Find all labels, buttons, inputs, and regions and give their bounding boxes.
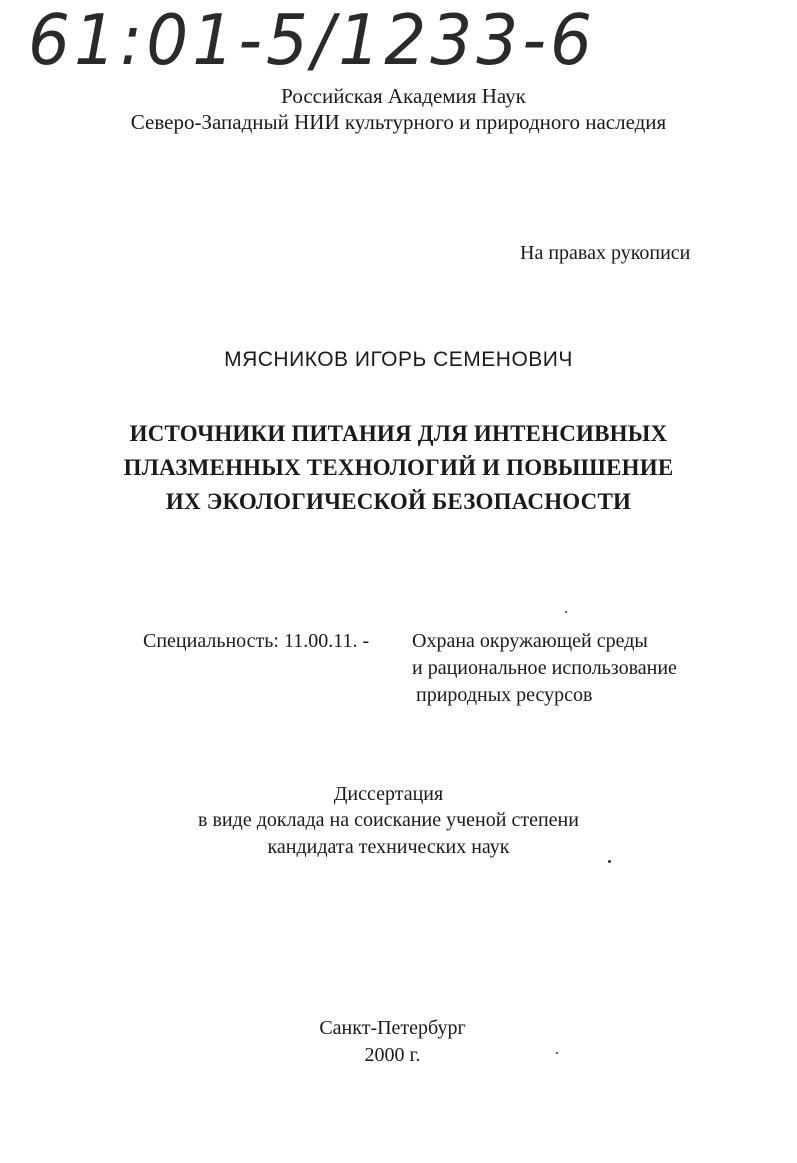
title-line-1: ИСТОЧНИКИ ПИТАНИЯ ДЛЯ ИНТЕНСИВНЫХ bbox=[129, 421, 668, 446]
organization-name: Российская Академия Наук bbox=[281, 84, 526, 108]
author-name: МЯСНИКОВ ИГОРЬ СЕМЕНОВИЧ bbox=[224, 348, 573, 371]
scan-speck bbox=[608, 860, 611, 863]
dissertation-type: Диссертация bbox=[333, 783, 444, 805]
specialty-label: Специальность: 11.00.11. - bbox=[143, 630, 370, 652]
rights-note: На правах рукописи bbox=[520, 242, 691, 264]
city: Санкт-Петербург bbox=[319, 1017, 466, 1039]
specialty-line-3: природных ресурсов bbox=[416, 684, 593, 706]
title-line-2: ПЛАЗМЕННЫХ ТЕХНОЛОГИЙ И ПОВЫШЕНИЕ bbox=[123, 455, 674, 480]
year: 2000 г. bbox=[364, 1044, 421, 1066]
specialty-line-2: и рациональное использование bbox=[412, 657, 677, 679]
specialty-line-1: Охрана окружающей среды bbox=[412, 630, 648, 652]
handwritten-catalog-number: 61:01-5/1233-6 bbox=[28, 0, 597, 81]
dissertation-purpose: в виде доклада на соискание ученой степени bbox=[198, 809, 579, 831]
dissertation-degree: кандидата технических наук bbox=[267, 836, 510, 858]
institute-name: Северо-Западный НИИ культурного и природного наследия bbox=[130, 110, 667, 134]
scan-speck bbox=[565, 611, 567, 613]
scan-speck bbox=[556, 1052, 558, 1054]
title-line-3: ИХ ЭКОЛОГИЧЕСКОЙ БЕЗОПАСНОСТИ bbox=[165, 489, 632, 514]
